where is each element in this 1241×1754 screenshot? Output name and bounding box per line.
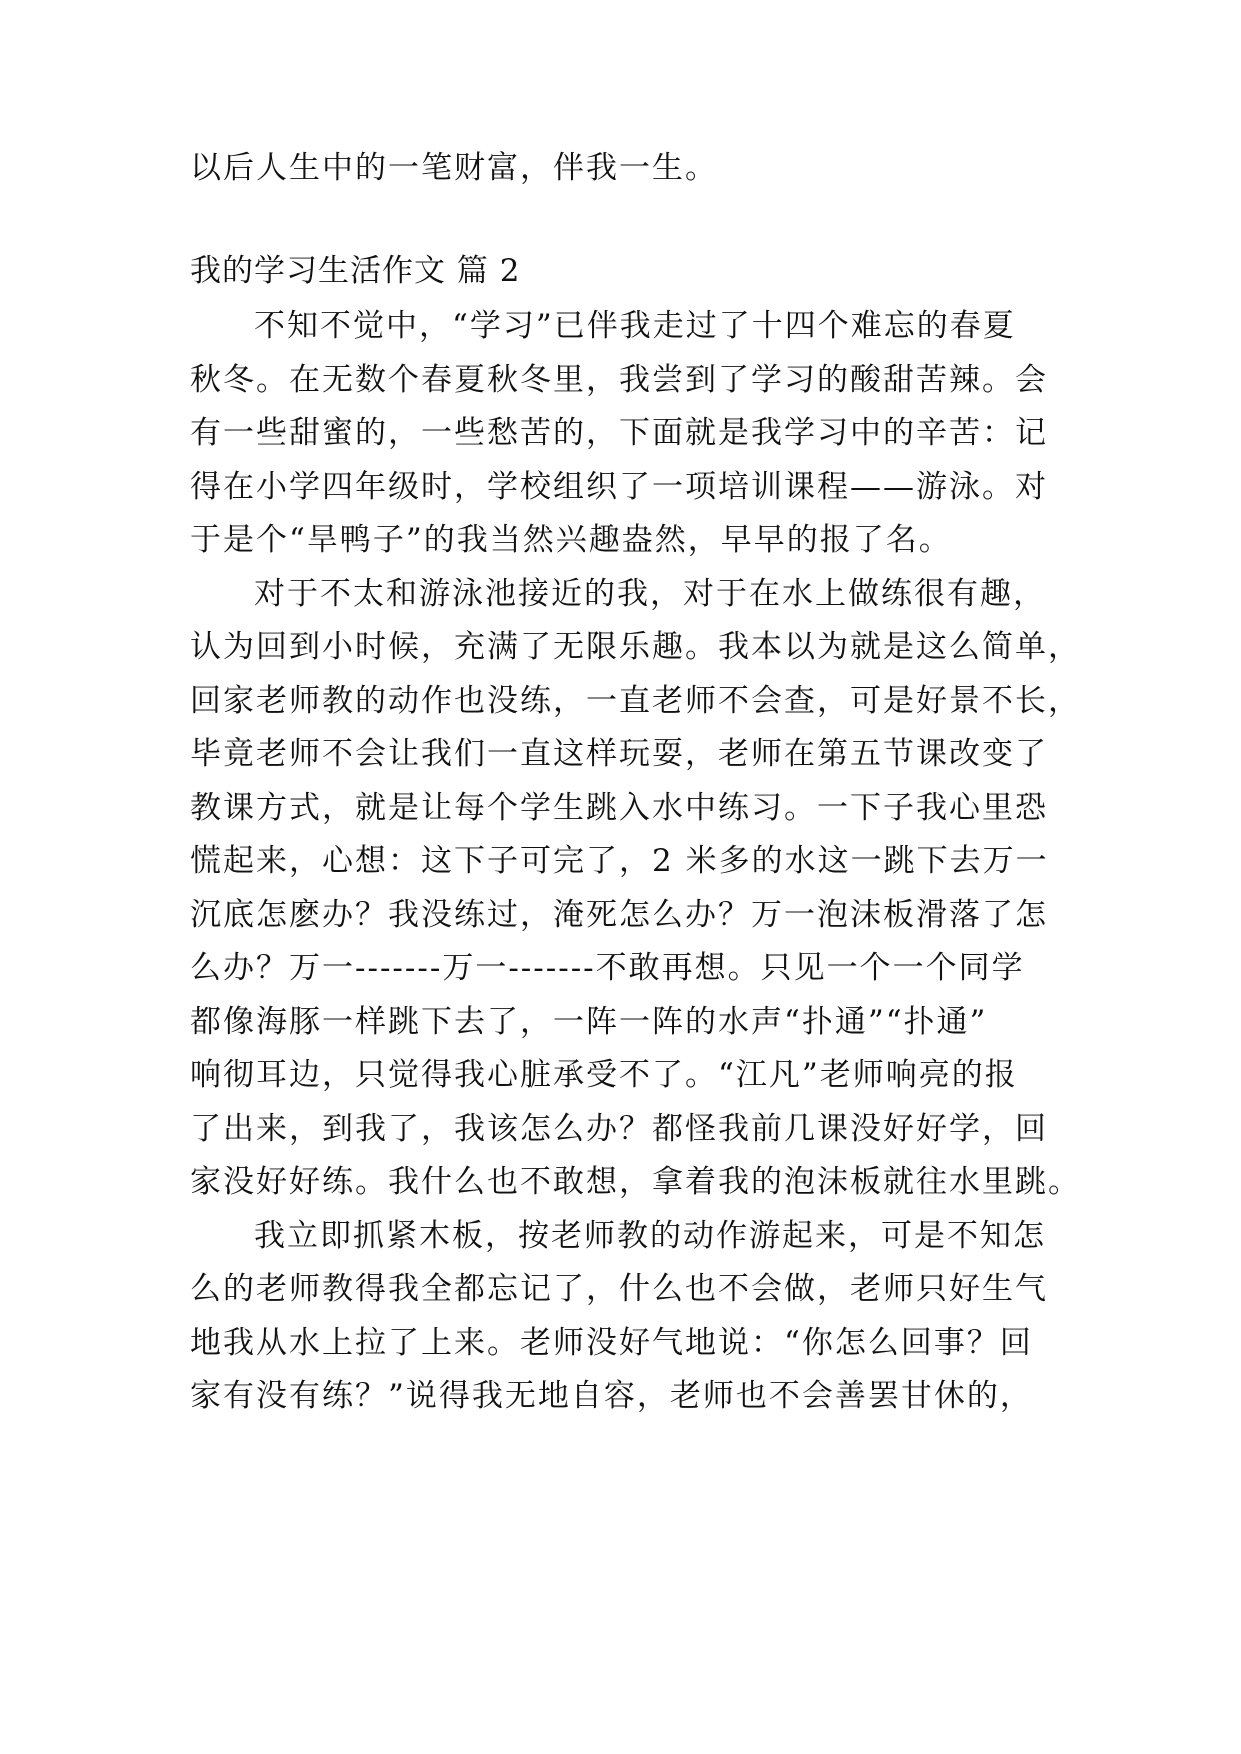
paragraph-line: 教课方式，就是让每个学生跳入水中练习。一下子我心里恐 (190, 790, 1048, 826)
paragraph-line: 回家老师教的动作也没练，一直老师不会查，可是好景不长， (190, 683, 1081, 719)
intro-line: 以后人生中的一笔财富，伴我一生。 (190, 150, 718, 186)
paragraph-line: 都像海豚一样跳下去了，一阵一阵的水声“扑通”“扑通” (190, 1004, 988, 1040)
paragraph-line: 么办？万一-------万一-------不敢再想。只见一个一个同学 (190, 950, 1025, 986)
paragraph-line: 地我从水上拉了上来。老师没好气地说：“你怎么回事？回 (190, 1325, 1033, 1361)
paragraph-line: 响彻耳边，只觉得我心脏承受不了。“江凡”老师响亮的报 (190, 1057, 1018, 1093)
paragraph-line: 沉底怎麽办？我没练过，淹死怎么办？万一泡沫板滑落了怎 (190, 897, 1048, 933)
paragraph-line: 毕竟老师不会让我们一直这样玩耍，老师在第五节课改变了 (190, 736, 1048, 772)
paragraph-line: 得在小学四年级时，学校组织了一项培训课程——游泳。对 (190, 469, 1048, 505)
paragraph-line: 了出来，到我了，我该怎么办？都怪我前几课没好好学，回 (190, 1111, 1048, 1147)
paragraph-line: 秋冬。在无数个春夏秋冬里，我尝到了学习的酸甜苦辣。会 (190, 362, 1048, 398)
paragraph-line: 么的老师教得我全都忘记了，什么也不会做，老师只好生气 (190, 1271, 1048, 1307)
paragraph-line: 对于不太和游泳池接近的我，对于在水上做练很有趣， (254, 576, 1046, 612)
paragraph-line: 有一些甜蜜的，一些愁苦的，下面就是我学习中的辛苦：记 (190, 415, 1048, 451)
paragraph-line: 家没好好练。我什么也不敢想，拿着我的泡沫板就往水里跳。 (190, 1164, 1081, 1200)
paragraph-line: 不知不觉中，“学习”已伴我走过了十四个难忘的春夏 (254, 308, 1016, 344)
paragraph-line: 我立即抓紧木板，按老师教的动作游起来，可是不知怎 (254, 1218, 1046, 1254)
paragraph-line: 慌起来，心想：这下子可完了，2 米多的水这一跳下去万一 (190, 843, 1049, 879)
paragraph-line: 于是个“旱鸭子”的我当然兴趣盎然，早早的报了名。 (190, 522, 952, 558)
section-heading: 我的学习生活作文 篇 2 (190, 253, 521, 289)
paragraph-line: 认为回到小时候，充满了无限乐趣。我本以为就是这么简单， (190, 629, 1081, 665)
paragraph-line: 家有没有练？”说得我无地自容，老师也不会善罢甘休的， (190, 1378, 1033, 1414)
